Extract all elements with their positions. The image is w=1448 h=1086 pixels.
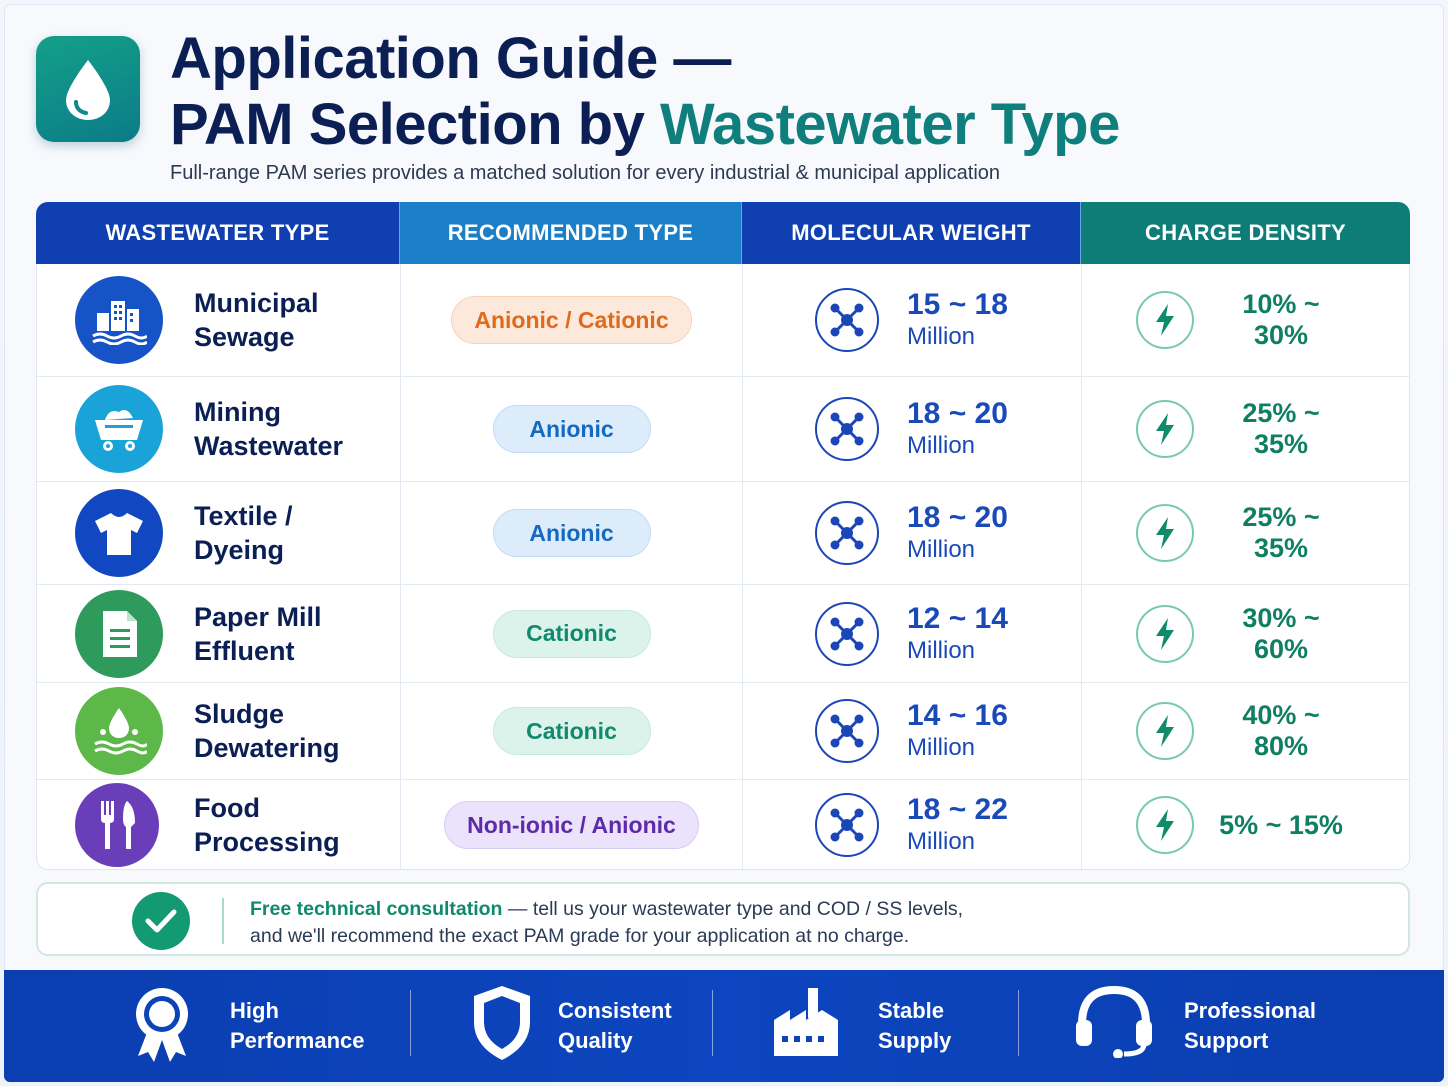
page-subtitle: Full-range PAM series provides a matched solution for every industrial & municipal application [170, 162, 1001, 184]
recommended-type-badge: Non-ionic / Anionic [444, 801, 699, 849]
molecular-weight-value [907, 602, 1008, 666]
molecular-weight-cell [742, 264, 1081, 376]
charge-density-cell [1081, 780, 1409, 870]
wastewater-type-name [194, 697, 394, 765]
headset-icon [1074, 984, 1154, 1063]
molecular-weight-value [907, 793, 1008, 857]
molecule-icon [815, 288, 879, 352]
drop-water-icon [75, 687, 163, 775]
type-name-line-1: Paper Mill [194, 601, 322, 632]
mw-range: 15 ~ 18 [907, 288, 1008, 321]
molecular-weight-cell [742, 780, 1081, 870]
mine-cart-icon [75, 385, 163, 473]
charge-density-value: 40% ~ 80% [1242, 700, 1320, 761]
check-circle-icon [132, 892, 190, 950]
type-name-line-1: Municipal [194, 288, 319, 318]
wastewater-type-name [194, 791, 394, 859]
city-buildings-icon [75, 276, 163, 364]
molecule-icon [815, 699, 879, 763]
table-header [36, 202, 1410, 264]
charge-density-value: 10% ~ 30% [1242, 289, 1320, 350]
title-line-2-prefix: PAM Selection by [170, 92, 660, 157]
title-line-1: Application Guide — [170, 26, 731, 91]
feature-line-2: Quality [558, 1028, 633, 1053]
lightning-bolt-icon [1136, 400, 1194, 458]
feature-line-1: Professional [1184, 998, 1317, 1023]
document-icon [75, 590, 163, 678]
recommended-type-badge: Anionic / Cationic [451, 296, 691, 344]
recommended-type-badge: Cationic [493, 707, 651, 755]
mw-unit: Million [907, 536, 976, 563]
recommended-type-badge: Cationic [493, 610, 651, 658]
molecular-weight-cell [742, 683, 1081, 779]
type-name-line-1: Sludge [194, 699, 285, 729]
molecular-weight-value [907, 288, 1008, 352]
header-recommended-type: RECOMMENDED TYPE [399, 202, 741, 264]
mw-range: 18 ~ 20 [907, 501, 1008, 534]
lightning-bolt-icon [1136, 702, 1194, 760]
type-name-line-1: Mining [194, 397, 281, 427]
consultation-line-2: and we'll recommend the exact PAM grade for your application at no charge. [250, 925, 910, 947]
header-molecular-weight: MOLECULAR WEIGHT [741, 202, 1080, 264]
mw-range: 12 ~ 14 [907, 601, 1008, 635]
charge-density-cell [1081, 585, 1409, 682]
wastewater-type-cell [37, 482, 400, 584]
mw-unit: Million [907, 636, 976, 664]
footer-divider [410, 990, 411, 1056]
feature-line-1: High [230, 998, 279, 1023]
factory-icon [772, 984, 840, 1063]
mw-unit: Million [907, 432, 976, 459]
molecule-icon [815, 397, 879, 461]
feature-line-2: Support [1184, 1028, 1269, 1053]
recommended-type-cell [400, 585, 742, 682]
molecule-icon [815, 501, 879, 565]
consultation-line-1-rest: — tell us your wastewater type and COD / SS levels, [502, 898, 964, 920]
lightning-bolt-icon [1136, 504, 1194, 562]
consultation-text [250, 896, 963, 950]
recommended-type-badge: Anionic [493, 509, 651, 557]
feature-label [558, 996, 672, 1056]
features-footer [4, 970, 1444, 1082]
type-name-line-2: Wastewater [194, 431, 344, 461]
feature-line-1: Consistent [558, 998, 672, 1023]
wastewater-type-cell [37, 377, 400, 481]
molecular-weight-value [907, 501, 1008, 565]
mw-range: 18 ~ 22 [907, 793, 1008, 826]
molecular-weight-cell [742, 585, 1081, 682]
molecular-weight-cell [742, 482, 1081, 584]
consultation-line-1 [250, 896, 963, 923]
type-name-line-2: Dyeing [194, 535, 285, 565]
charge-density-cell [1081, 482, 1409, 584]
charge-density-cell [1081, 683, 1409, 779]
table-row [37, 585, 1409, 683]
title-line-2-accent: Wastewater Type [659, 92, 1120, 157]
charge-density-value: 30% ~ 60% [1242, 602, 1320, 664]
recommended-type-cell [400, 482, 742, 584]
charge-density-cell [1081, 377, 1409, 481]
recommended-type-cell [400, 264, 742, 376]
feature-label [878, 996, 951, 1056]
mw-unit: Million [907, 323, 976, 350]
t-shirt-icon [75, 489, 163, 577]
wastewater-type-name [194, 395, 394, 463]
charge-density-value: 5% ~ 15% [1219, 809, 1343, 840]
feature-line-2: Supply [878, 1028, 952, 1053]
wastewater-type-name [194, 286, 394, 354]
header-charge-density: CHARGE DENSITY [1080, 202, 1410, 264]
feature-label [1184, 996, 1316, 1056]
charge-density-value: 25% ~ 35% [1242, 398, 1320, 459]
page-title [170, 26, 1120, 158]
wastewater-type-name [194, 600, 394, 668]
table-row [37, 683, 1409, 780]
footer-divider [1018, 990, 1019, 1056]
wastewater-type-cell [37, 585, 400, 682]
molecular-weight-value [907, 397, 1008, 461]
molecule-icon [815, 602, 879, 666]
molecular-weight-value [907, 699, 1008, 763]
table-body [36, 264, 1410, 870]
title-line-2 [170, 92, 1120, 158]
recommended-type-cell [400, 780, 742, 870]
feature-line-1: Stable [878, 998, 945, 1023]
lightning-bolt-icon [1136, 291, 1194, 349]
wastewater-type-cell [37, 264, 400, 376]
wastewater-type-name [194, 499, 394, 567]
recommended-type-cell [400, 377, 742, 481]
mw-unit: Million [907, 734, 976, 761]
feature-line-2: Performance [230, 1028, 365, 1053]
shield-icon [470, 984, 534, 1067]
wastewater-type-cell [37, 780, 400, 870]
lightning-bolt-icon [1136, 605, 1194, 663]
table-row [37, 482, 1409, 585]
fork-knife-icon [75, 783, 159, 867]
recommended-type-badge: Anionic [493, 405, 651, 453]
footer-divider [712, 990, 713, 1056]
table-row [37, 377, 1409, 482]
lightning-bolt-icon [1136, 796, 1194, 854]
table-row [37, 780, 1409, 870]
banner-divider [222, 898, 224, 944]
table-row [37, 264, 1409, 377]
mw-unit: Million [907, 828, 976, 855]
consultation-highlight: Free technical consultation [250, 898, 503, 920]
consultation-banner [36, 882, 1410, 956]
type-name-line-2: Effluent [194, 635, 295, 666]
feature-label [230, 996, 365, 1056]
mw-range: 14 ~ 16 [907, 699, 1008, 732]
mw-range: 18 ~ 20 [907, 397, 1008, 430]
charge-density-value: 25% ~ 35% [1242, 502, 1320, 563]
type-name-line-2: Sewage [194, 322, 295, 352]
type-name-line-1: Food [194, 793, 260, 823]
charge-density-cell [1081, 264, 1409, 376]
type-name-line-2: Dewatering [194, 733, 340, 763]
recommended-type-cell [400, 683, 742, 779]
water-drop-icon [36, 36, 140, 142]
header-wastewater-type: WASTEWATER TYPE [36, 202, 399, 264]
award-ribbon-icon [130, 984, 194, 1069]
selection-table [36, 202, 1410, 870]
type-name-line-2: Processing [194, 827, 340, 857]
molecule-icon [815, 793, 879, 857]
wastewater-type-cell [37, 683, 400, 779]
molecular-weight-cell [742, 377, 1081, 481]
type-name-line-1: Textile / [194, 501, 293, 531]
